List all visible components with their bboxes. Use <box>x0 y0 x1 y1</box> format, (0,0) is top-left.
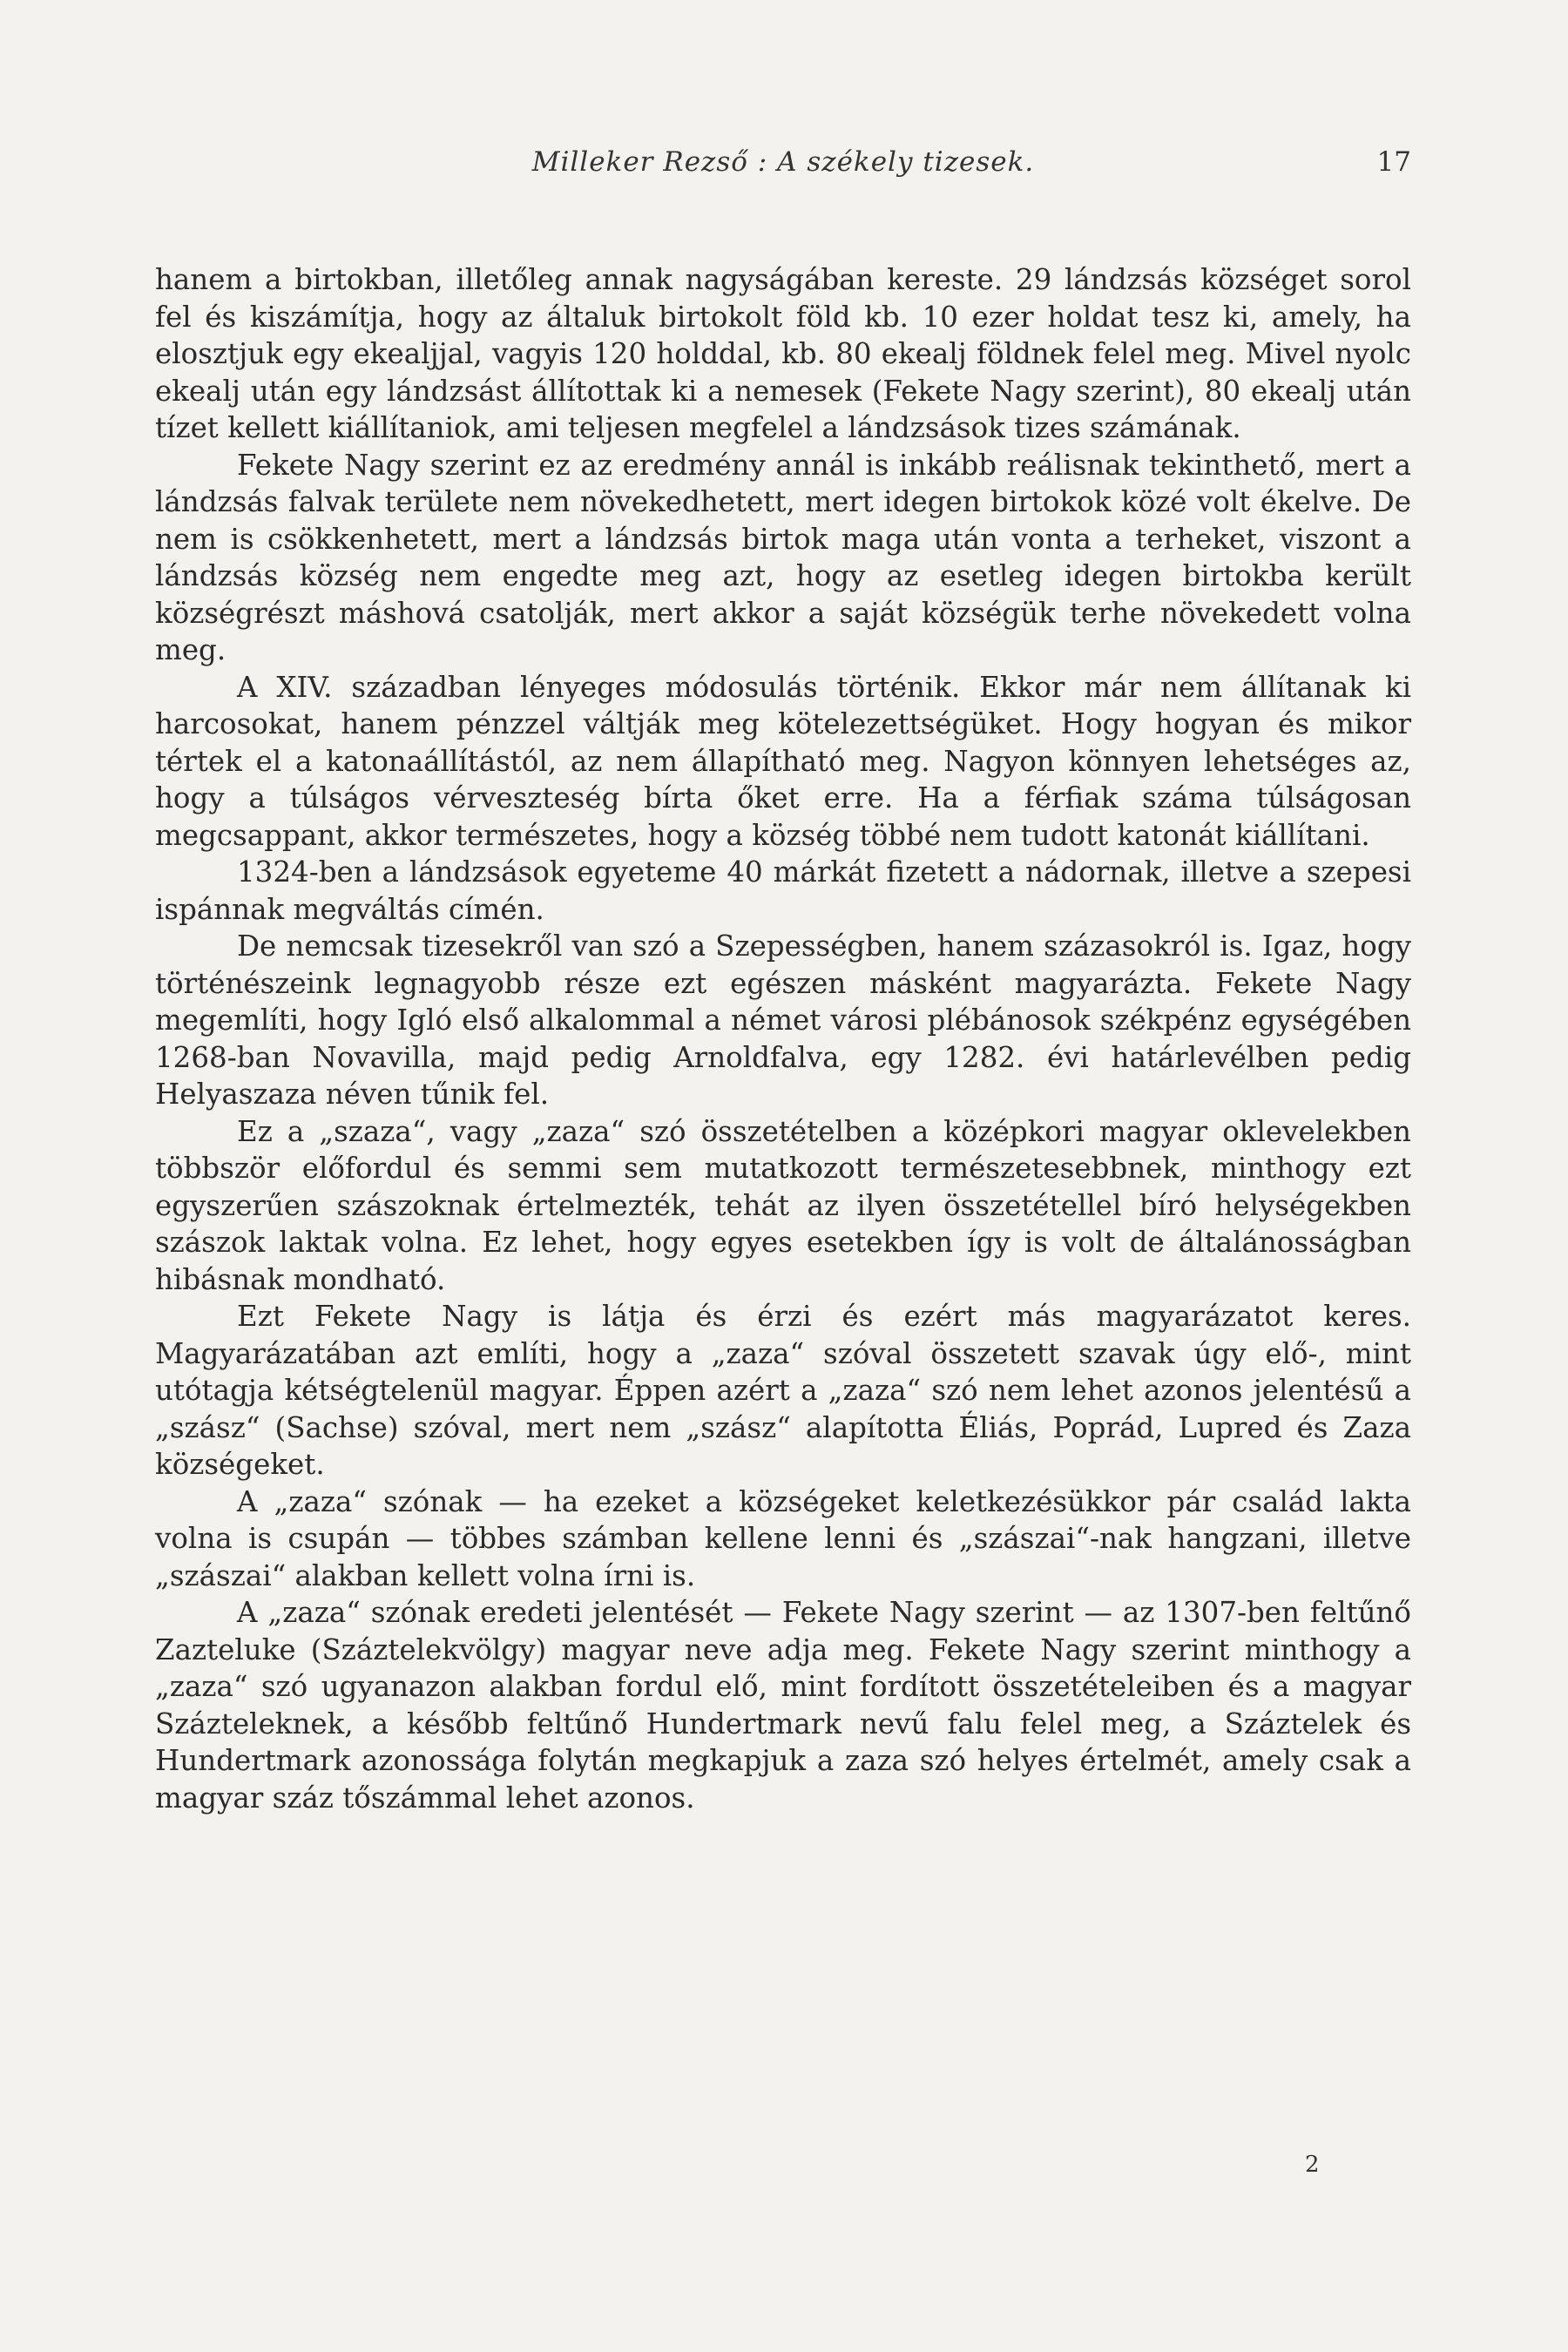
paragraph: A „zaza“ szónak eredeti jelentését — Fekete Nagy szerint — az 1307-ben feltűnő Zazteluke (Száztelekvölgy) magyar neve adja meg. Fekete Nagy szerint minthogy a „zaza“ szó ugyanazon alakban fordul elő, mint fordított összetételeiben és a magyar Százteleknek, a később feltűnő Hundertmark nevű falu felel meg, a Száztelek és Hundertmark azonossága folytán megkapjuk a zaza szó helyes értelmét, amely csak a magyar száz tőszámmal lehet azonos. <box>155 1596 1411 1815</box>
paragraph: Fekete Nagy szerint ez az eredmény annál is inkább reálisnak tekinthető, mert a lándzsás falvak területe nem növekedhetett, mert idegen birtokok közé volt ékelve. De nem is csökkenhetett, mert a lándzsás birtok maga után vonta a terheket, viszont a lándzsás község nem engedte meg azt, hogy az esetleg idegen birtokba került községrészt máshová csatolják, mert akkor a saját községük terhe növekedett volna meg. <box>155 448 1411 666</box>
paragraph: A XIV. században lényeges módosulás történik. Ekkor már nem állítanak ki harcosokat, hanem pénzzel váltják meg kötelezettségüket. Hogy hogyan és mikor tértek el a katonaállítástól, az nem állapítható meg. Nagyon könnyen lehetséges az, hogy a túlságos vérveszteség bírta őket erre. Ha a férfiak száma túlságosan megcsappant, akkor természetes, hogy a község többé nem tudott katonát kiállítani. <box>155 670 1411 852</box>
body-text <box>155 261 1411 1816</box>
paragraph: Ez a „szaza“, vagy „zaza“ szó összetételben a középkori magyar oklevelekben többször előfordul és semmi sem mutatkozott természetesebbnek, minthogy ezt egyszerűen szászoknak értelmezték, tehát az ilyen összetétellel bíró helységekben szászok laktak volna. Ez lehet, hogy egyes esetekben így is volt de általánosságban hibásnak mondható. <box>155 1114 1411 1296</box>
paragraph: 1324-ben a lándzsások egyeteme 40 márkát fizetett a nádornak, illetve a szepesi ispánnak megváltás címén. <box>155 855 1411 926</box>
paragraph: hanem a birtokban, illetőleg annak nagyságában kereste. 29 lándzsás községet sorol fel és kiszámítja, hogy az általuk birtokolt föld kb. 10 ezer holdat tesz ki, amely, ha elosztjuk egy ekealjjal, vagyis 120 holddal, kb. 80 ekealj földnek felel meg. Mivel nyolc ekealj után egy lándzsást állítottak ki a nemesek (Fekete Nagy szerint), 80 ekealj után tízet kellett kiállítaniok, ami teljesen megfelel a lándzsások tizes számának. <box>155 263 1411 444</box>
page-number: 17 <box>1376 146 1411 178</box>
signature-mark: 2 <box>1305 2152 1320 2178</box>
paragraph: A „zaza“ szónak — ha ezeket a községeket keletkezésükkor pár család lakta volna is csupán — többes számban kellene lenni és „szászai“-nak hangzani, illetve „szászai“ alakban kellett volna írni is. <box>155 1484 1411 1592</box>
running-title: Milleker Rezső : A székely tizesek. <box>531 146 1035 178</box>
paragraph: Ezt Fekete Nagy is látja és érzi és ezért más magyarázatot keres. Magyarázatában azt említi, hogy a „zaza“ szóval összetett szavak úgy elő-, mint utótagja kétségtelenül magyar. Éppen azért a „zaza“ szó nem lehet azonos jelentésű a „szász“ (Sachse) szóval, mert nem „szász“ alapította Éliás, Poprád, Lupred és Zaza községeket. <box>155 1300 1411 1481</box>
running-head <box>155 146 1411 190</box>
paragraph: De nemcsak tizesekről van szó a Szepességben, hanem százasokról is. Igaz, hogy történészeink legnagyobb része ezt egészen másként magyarázta. Fekete Nagy megemlíti, hogy Igló első alkalommal a német városi plébánosok székpénz egységében 1268-ban Novavilla, majd pedig Arnoldfalva, egy 1282. évi határlevélben pedig Helyaszaza néven tűnik fel. <box>155 929 1411 1111</box>
